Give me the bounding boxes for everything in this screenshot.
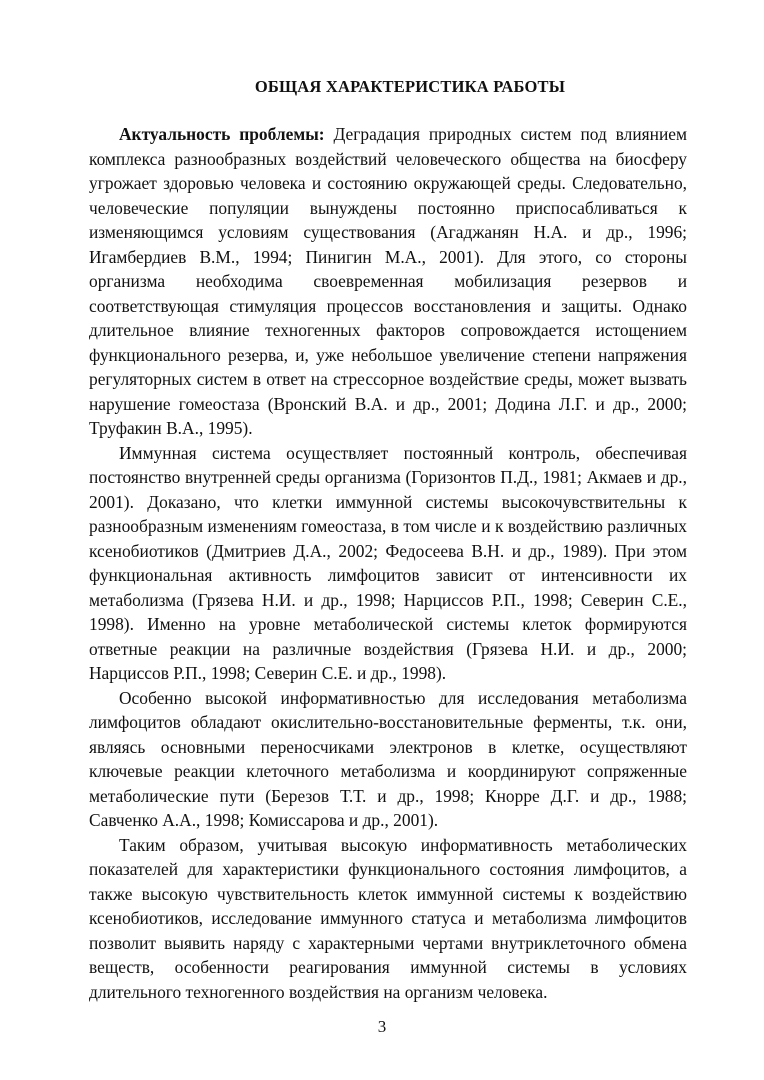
paragraph-conclusion: Таким образом, учитывая высокую информативность метаболических показателей для характеристики функционального состояния лимфоцитов, а также высокую чувствительность клеток иммунной системы к воздействию ксенобиотиков, исследование иммунного статуса и метаболизма лимфоцитов позволит выявить наряду с характерными чертами внутриклеточного обмена веществ, особенности реагирования иммунной системы в условиях длительного техногенного воздействия на организм человека.: [89, 834, 687, 1002]
paragraph-lead: Актуальность проблемы:: [119, 124, 325, 144]
paragraph-enzymes: Особенно высокой информативностью для исследования метаболизма лимфоцитов обладают окислительно-восстановительные ферменты, т.к. они, являясь основными переносчиками электронов в клетке, осуществляют ключевые реакции клеточного метаболизма и координируют сопряженные метаболические пути (Березов Т.Т. и др., 1998; Кнорре Д.Г. и др., 1988; Савченко А.А., 1998; Комиссарова и др., 2001).: [89, 687, 687, 830]
paragraph-text: Деградация природных систем под влиянием комплекса разнообразных воздействий человеческого общества на биосферу угрожает здоровью человека и состоянию окружающей среды. Следовательно, человеческие популяции вынуждены постоянно приспосабливаться к изменяющимся условиям существования (Агаджанян Н.А. и др., 1996; Игамбердиев В.М., 1994; Пинигин М.А., 2001). Для этого, со стороны организма необходима своевременная мобилизация резервов и соответствующая стимуляция процессов восстановления и защиты. Однако длительное влияние техногенных факторов сопровождается истощением функционального резерва, и, уже небольшое увеличение степени напряжения регуляторных систем в ответ на стрессорное воздействие среды, может вызвать нарушение гомеостаза (Вронский В.А. и др., 2001; Додина Л.Г. и др., 2000; Труфакин В.А., 1995).: [89, 124, 687, 438]
paragraph-immune-system: Иммунная система осуществляет постоянный контроль, обеспечивая постоянство внутренней среды организма (Горизонтов П.Д., 1981; Акмаев и др., 2001). Доказано, что клетки иммунной системы высокочувствительны к разнообразным изменениям гомеостаза, в том числе и к воздействию различных ксенобиотиков (Дмитриев Д.А., 2002; Федосеева В.Н. и др., 1989). При этом функциональная активность лимфоцитов зависит от интенсивности их метаболизма (Грязева Н.И. и др., 1998; Нарциссов Р.П., 1998; Северин С.Е., 1998). Именно на уровне метаболической системы клеток формируются ответные реакции на различные воздействия (Грязева Н.И. и др., 2000; Нарциссов Р.П., 1998; Северин С.Е. и др., 1998).: [89, 442, 687, 683]
paragraph-relevance: [89, 122, 687, 441]
page-number: 3: [377, 1017, 387, 1036]
page-content: [89, 76, 687, 1004]
page-title: ОБЩАЯ ХАРАКТЕРИСТИКА РАБОТЫ: [254, 77, 566, 96]
